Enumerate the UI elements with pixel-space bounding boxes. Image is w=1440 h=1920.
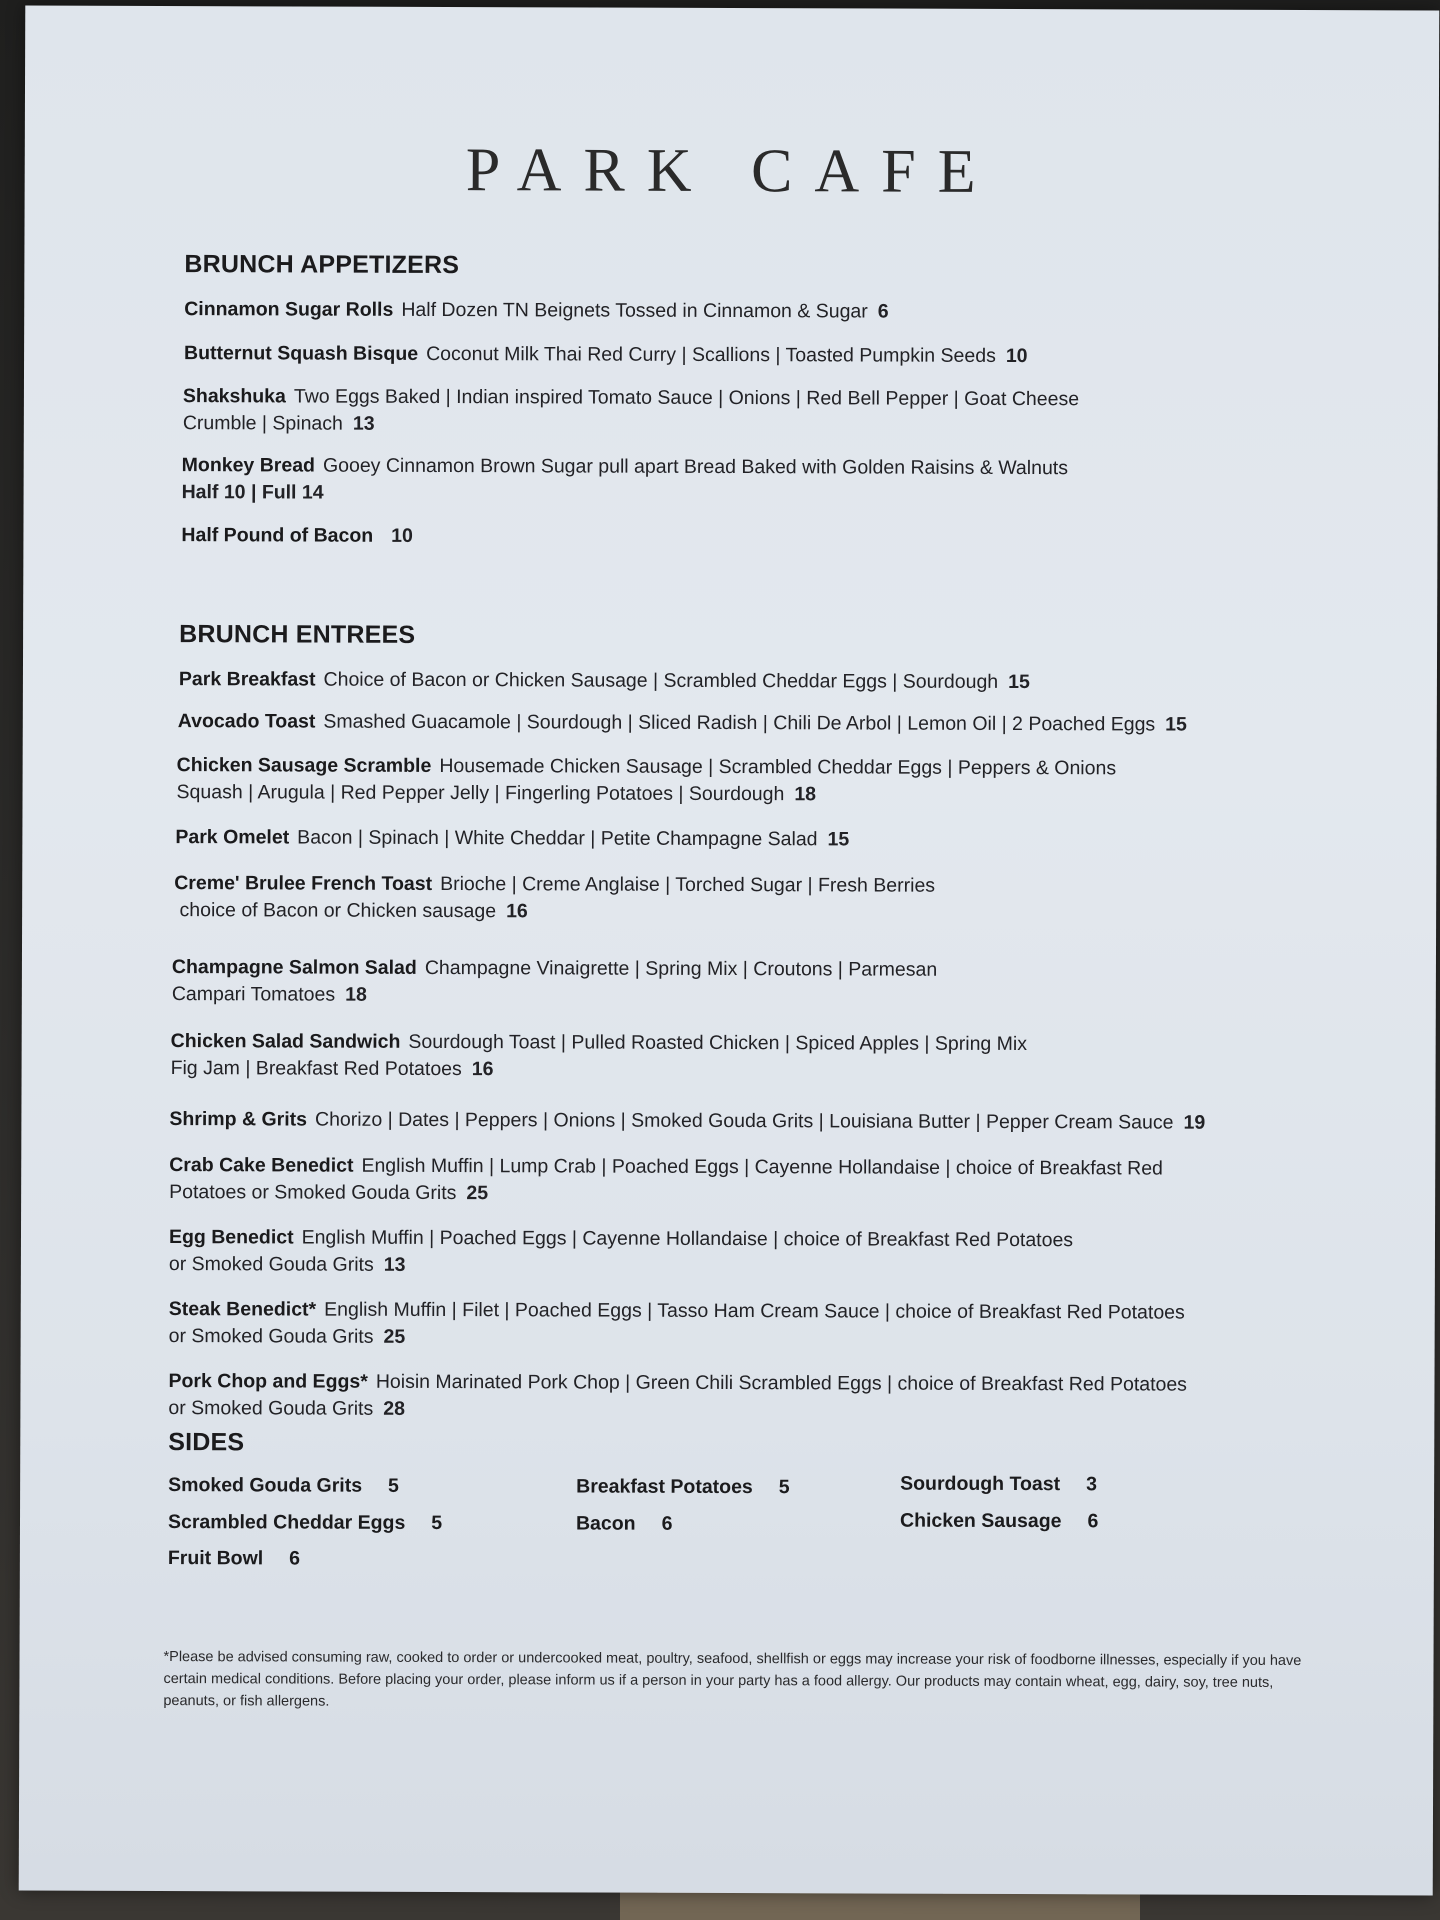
side-name: Chicken Sausage: [899, 1509, 1062, 1533]
item-desc: English Muffin | Lump Crab | Poached Eggs | Cayenne Hollandaise | choice of Breakfast Red: [361, 1154, 1163, 1180]
item-price: 13: [383, 1253, 406, 1276]
item-desc: Coconut Milk Thai Red Curry | Scallions | Toasted Pumpkin Seeds: [426, 342, 996, 367]
item-name: Shakshuka: [182, 385, 286, 408]
entree-item: [169, 1224, 1073, 1281]
item-name: Butternut Squash Bisque: [184, 342, 419, 365]
item-desc: Brioche | Creme Anglaise | Torched Sugar | Fresh Berries: [440, 872, 936, 897]
side-name: Smoked Gouda Grits: [168, 1474, 363, 1497]
item-price: 6: [877, 300, 889, 323]
sides-heading: SIDES: [168, 1428, 245, 1457]
item-desc-line2: or Smoked Gouda Grits: [168, 1397, 374, 1420]
entrees-heading: BRUNCH ENTREES: [179, 620, 416, 649]
appetizers-heading: BRUNCH APPETIZERS: [184, 250, 460, 280]
appetizer-item: [181, 522, 413, 550]
item-price: 25: [383, 1325, 406, 1348]
item-name: Egg Benedict: [168, 1226, 294, 1249]
item-name: Chicken Sausage Scramble: [176, 754, 432, 777]
item-price: 19: [1183, 1111, 1206, 1134]
item-price: 18: [345, 983, 367, 1006]
side-price: 6: [1087, 1510, 1099, 1533]
item-name: Park Breakfast: [178, 668, 316, 691]
menu-title: PARK CAFE: [465, 136, 998, 206]
item-name: Champagne Salmon Salad: [171, 956, 417, 979]
side-name: Breakfast Potatoes: [576, 1475, 753, 1499]
entree-item: [169, 1296, 1185, 1354]
entree-item: [171, 1028, 1028, 1085]
item-desc: Champagne Vinaigrette | Spring Mix | Croutons | Parmesan: [424, 956, 938, 981]
item-price: 13: [352, 412, 375, 435]
item-desc: Half Dozen TN Beignets Tossed in Cinnamon & Sugar: [401, 298, 868, 323]
item-desc: Chorizo | Dates | Peppers | Onions | Smoked Gouda Grits | Louisiana Butter | Pepper Cream Sauce: [314, 1108, 1174, 1134]
item-name: Cinnamon Sugar Rolls: [184, 298, 394, 321]
entree-item: [177, 752, 1117, 809]
entree-item: [175, 824, 849, 853]
side-item: [576, 1512, 673, 1535]
item-price: 16: [506, 900, 528, 923]
side-item: [168, 1547, 300, 1570]
entree-item: [179, 666, 1030, 696]
item-desc-line2: Potatoes or Smoked Gouda Grits: [169, 1181, 457, 1205]
appetizer-item: [184, 340, 1028, 370]
side-item: [168, 1474, 399, 1498]
item-desc: Choice of Bacon or Chicken Sausage | Scrambled Cheddar Eggs | Sourdough: [323, 668, 999, 693]
entree-item: [178, 708, 1187, 739]
item-name: Half Pound of Bacon: [181, 524, 374, 547]
entree-item: [169, 1152, 1163, 1209]
item-desc-line2: or Smoked Gouda Grits: [168, 1325, 374, 1348]
item-desc: Gooey Cinnamon Brown Sugar pull apart Bread Baked with Golden Raisins & Walnuts: [322, 454, 1069, 480]
item-price: 25: [466, 1182, 489, 1205]
item-desc: Bacon | Spinach | White Cheddar | Petite Champagne Salad: [297, 826, 818, 851]
item-price: 15: [1008, 670, 1030, 694]
item-name: Steak Benedict*: [168, 1298, 317, 1321]
item-desc-line2: Fig Jam | Breakfast Red Potatoes: [170, 1057, 462, 1081]
side-name: Scrambled Cheddar Eggs: [167, 1511, 406, 1534]
side-price: 5: [431, 1511, 443, 1535]
item-price: 10: [1005, 344, 1028, 368]
side-name: Bacon: [575, 1512, 636, 1535]
item-desc-line2: choice of Bacon or Chicken sausage: [179, 899, 497, 923]
item-name: Pork Chop and Eggs*: [168, 1370, 368, 1393]
entree-item: [168, 1368, 1187, 1426]
item-price: 15: [1165, 713, 1187, 736]
item-name: Crab Cake Benedict: [169, 1154, 354, 1177]
side-item: [900, 1473, 1097, 1497]
item-price: 15: [827, 828, 850, 851]
item-desc-line2: Campari Tomatoes: [171, 983, 336, 1006]
side-item: [576, 1475, 790, 1499]
item-desc-line2: or Smoked Gouda Grits: [168, 1253, 374, 1276]
item-desc-line2: Crumble | Spinach: [182, 412, 343, 435]
side-price: 6: [289, 1547, 301, 1570]
item-desc: Smashed Guacamole | Sourdough | Sliced Radish | Chili De Arbol | Lemon Oil | 2 Poached Eggs: [323, 710, 1156, 736]
item-name: Avocado Toast: [177, 710, 316, 733]
item-desc: Housemade Chicken Sausage | Scrambled Cheddar Eggs | Peppers & Onions: [439, 754, 1117, 780]
item-desc: English Muffin | Filet | Poached Eggs | Tasso Ham Cream Sauce | choice of Breakfast Red Potatoes: [324, 1298, 1185, 1324]
appetizer-item: [184, 296, 889, 325]
side-price: 3: [1086, 1473, 1097, 1496]
side-name: Fruit Bowl: [167, 1547, 264, 1570]
side-item: [168, 1511, 442, 1535]
item-name: Monkey Bread: [181, 454, 316, 477]
side-price: 5: [778, 1476, 790, 1499]
item-desc: English Muffin | Poached Eggs | Cayenne Hollandaise | choice of Breakfast Red Potatoes: [301, 1226, 1074, 1252]
entree-item: [174, 870, 935, 927]
side-name: Sourdough Toast: [900, 1472, 1061, 1496]
item-name: Shrimp & Grits: [169, 1108, 308, 1131]
item-desc: Sourdough Toast | Pulled Roasted Chicken | Spiced Apples | Spring Mix: [408, 1030, 1028, 1056]
entree-item: [169, 1106, 1205, 1137]
item-name: Park Omelet: [175, 826, 290, 849]
item-desc: Hoisin Marinated Pork Chop | Green Chili Scrambled Eggs | choice of Breakfast Red Potatoes: [375, 1370, 1187, 1396]
item-desc-line2: Squash | Arugula | Red Pepper Jelly | Fingerling Potatoes | Sourdough: [176, 781, 785, 806]
item-price: 18: [794, 783, 817, 806]
item-desc: Two Eggs Baked | Indian inspired Tomato Sauce | Onions | Red Bell Pepper | Goat Cheese: [293, 385, 1080, 411]
item-price: 10: [391, 524, 413, 547]
item-name: Chicken Salad Sandwich: [170, 1030, 401, 1053]
item-price: 16: [471, 1058, 494, 1081]
appetizer-item: [182, 452, 1068, 509]
item-name: Creme' Brulee French Toast: [174, 872, 433, 895]
side-item: [900, 1510, 1098, 1534]
item-price-options: Half 10 | Full 14: [181, 481, 324, 504]
item-price: 28: [383, 1397, 405, 1420]
side-price: 5: [388, 1474, 399, 1497]
entree-item: [172, 954, 937, 1011]
allergen-disclaimer: *Please be advised consuming raw, cooked to order or undercooked meat, poultry, seafood, shellfish or eggs may increase your risk of foodborne illnesses, especially if you have certain medical conditions. Before placing your order, please inform us if a person in your party has a food allergy. Our products may contain wheat, egg, dairy, soy, tree nuts, peanuts, or fish allergens.: [163, 1649, 1302, 1710]
menu-paper: [19, 6, 1440, 1896]
appetizer-item: [183, 383, 1079, 440]
side-price: 6: [661, 1512, 673, 1535]
